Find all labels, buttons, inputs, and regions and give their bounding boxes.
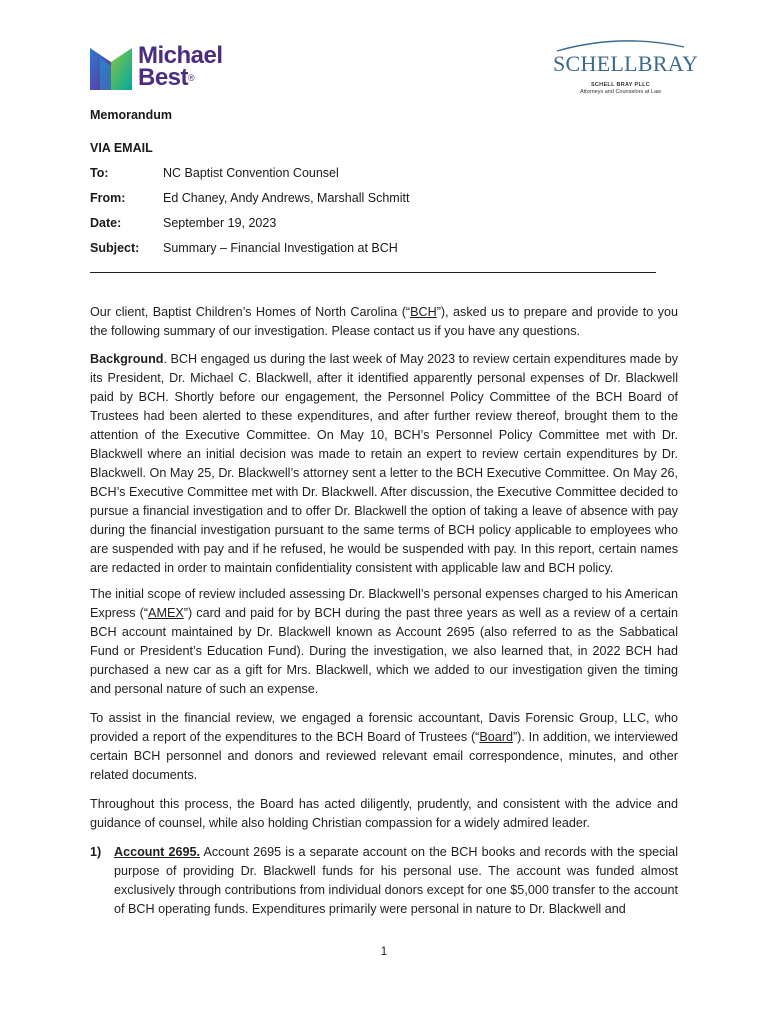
- header-divider: [90, 272, 656, 273]
- intro-paragraph: Our client, Baptist Children’s Homes of North Carolina (“BCH”), asked us to prepare and provide to you the following summary of our investigation. Please contact us if you have any questions.: [90, 305, 678, 338]
- background-paragraph: Background. BCH engaged us during the last week of May 2023 to review certain expenditures made by its President, Dr. Michael C. Blackwell, after it identified apparently personal expenses of Dr. Blackwell paid by BCH. Shortly before our engagement, the Personnel Policy Committee of the BCH Board of Trustees had been alerted to these expenditures, and after further review thereof, brought them to the attention of the Executive Committee. On May 10, BCH’s Personnel Policy Committee met with Dr. Blackwell where an initial decision was made to retain an expert to review certain expenditures by Dr. Blackwell. On May 25, Dr. Blackwell’s attorney sent a letter to the BCH Executive Committee. On May 26, BCH’s Executive Committee met with Dr. Blackwell. After discussion, the Executive Committee decided to pursue a financial investigation and to offer Dr. Blackwell the option of taking a leave of absence with pay during the financial investigation pursuant to the same terms of BCH policy applicable to employees who are suspended with pay and if he refused, he would be suspended with pay. In this report, certain names are redacted in order to maintain confidentiality consistent with applicable law and BCH policy.: [90, 352, 678, 575]
- date-value: September 19, 2023: [163, 216, 277, 230]
- to-value: NC Baptist Convention Counsel: [163, 166, 339, 180]
- page-number: 1: [380, 946, 388, 958]
- board-paragraph: Throughout this process, the Board has acted diligently, prudently, and consistent with the advice and guidance of counsel, while also holding Christian compassion for a widely admired leader.: [90, 797, 678, 830]
- scope-paragraph: The initial scope of review included assessing Dr. Blackwell’s personal expenses charged to his American Express (“AMEX”) card and paid for by BCH during the past three years as well as a review of a certain BCH account maintained by Dr. Blackwell known as Account 2695 (also referred to as the Sabbatical Fund or President’s Education Fund). During the investigation, we also learned that, in 2022 BCH had purchased a new car as a gift for Mrs. Blackwell, which we added to our investigation given the timing and personal nature of such an expense.: [90, 587, 678, 696]
- list-number: 1): [90, 845, 102, 859]
- account-2695-item: Account 2695. Account 2695 is a separate account on the BCH books and records with the special purpose of providing Dr. Blackwell funds for his personal use. The account was funded almost exclusively through contributions from individual donors except for one $5,000 transfer to the account of BCH operating funds. Expenditures primarily were personal in nature to Dr. Blackwell and: [114, 845, 678, 916]
- date-label: Date:: [90, 216, 122, 230]
- michael-best-wordmark: Michael Best®: [138, 42, 223, 91]
- memo-title: Memorandum: [90, 108, 172, 122]
- michael-best-mark-icon: [90, 46, 132, 90]
- subject-label: Subject:: [90, 241, 140, 255]
- schell-bray-logo: SCHELLBRAY SCHELL BRAY PLLC Attorneys and Counselors at Law: [553, 35, 688, 101]
- subject-value: Summary – Financial Investigation at BCH: [163, 241, 398, 255]
- michael-best-logo: [90, 42, 240, 92]
- from-label: From:: [90, 191, 126, 205]
- forensic-paragraph: To assist in the financial review, we engaged a forensic accountant, Davis Forensic Group, LLC, who provided a report of the expenditures to the BCH Board of Trustees (“Board”). In addition, we interviewed certain BCH personnel and donors and reviewed relevant email correspondence, minutes, and other related documents.: [90, 711, 678, 782]
- via-email: VIA EMAIL: [90, 141, 153, 155]
- from-value: Ed Chaney, Andy Andrews, Marshall Schmitt: [163, 191, 410, 205]
- to-label: To:: [90, 166, 109, 180]
